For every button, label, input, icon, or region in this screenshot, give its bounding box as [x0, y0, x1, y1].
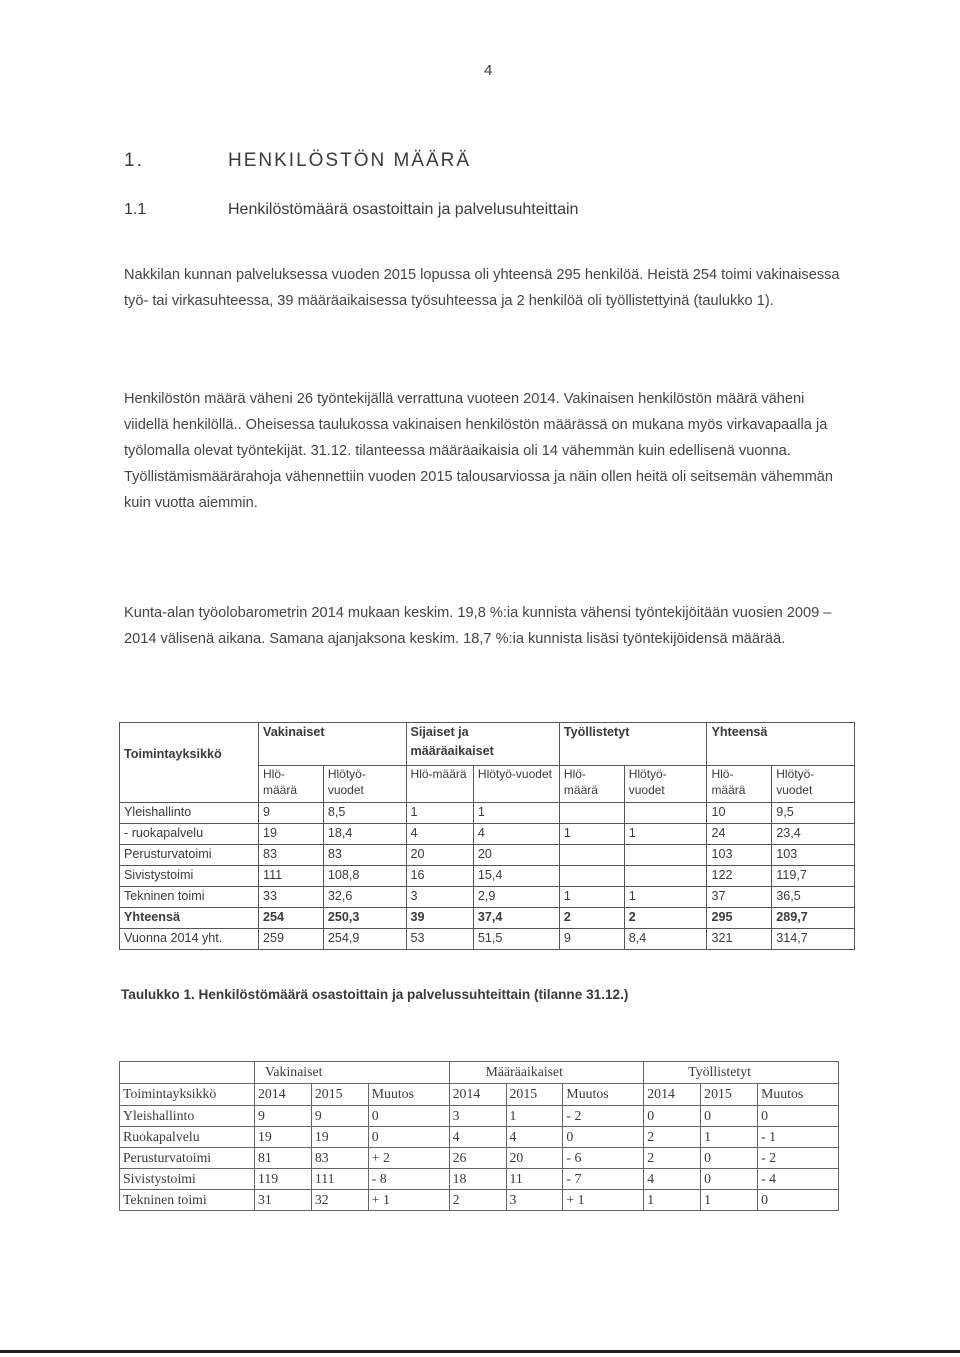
group-header: Vakinaiset — [255, 1062, 450, 1084]
table-cell: Yleishallinto — [120, 1106, 255, 1127]
table-cell: 314,7 — [772, 929, 855, 950]
table-cell: 83 — [311, 1148, 368, 1169]
table-cell: Perusturvatoimi — [120, 845, 259, 866]
table-cell: 37,4 — [473, 908, 559, 929]
table-cell: Tekninen toimi — [120, 887, 259, 908]
table-cell: 2 — [449, 1190, 506, 1211]
table-cell — [559, 866, 624, 887]
table-cell: 1 — [406, 803, 473, 824]
table-cell: 3 — [506, 1190, 563, 1211]
col-header: 2015 — [311, 1084, 368, 1106]
table-cell: 250,3 — [323, 908, 406, 929]
table-cell: 119 — [255, 1169, 312, 1190]
table-cell: Vuonna 2014 yht. — [120, 929, 259, 950]
table-cell: 37 — [707, 887, 772, 908]
group-header: Työllistetyt — [559, 723, 707, 766]
table-cell: 31 — [255, 1190, 312, 1211]
group-header: Määräaikaiset — [449, 1062, 644, 1084]
table-cell: - 6 — [563, 1148, 644, 1169]
table-cell: 9 — [559, 929, 624, 950]
col-header: Muutos — [563, 1084, 644, 1106]
table-cell: 9 — [311, 1106, 368, 1127]
table-cell: 11 — [506, 1169, 563, 1190]
subheader: Hlö-määrä — [707, 766, 772, 803]
table-cell: 26 — [449, 1148, 506, 1169]
table-cell: - 7 — [563, 1169, 644, 1190]
table-row — [120, 887, 855, 908]
table-cell: 20 — [473, 845, 559, 866]
table-cell: 0 — [368, 1127, 449, 1148]
table-cell: 2 — [624, 908, 707, 929]
table-cell: + 1 — [368, 1190, 449, 1211]
subheader: Hlötyö-vuodet — [624, 766, 707, 803]
table-cell: 0 — [758, 1190, 839, 1211]
table-cell: 119,7 — [772, 866, 855, 887]
table-cell: - 4 — [758, 1169, 839, 1190]
table-cell: 24 — [707, 824, 772, 845]
chapter-heading — [124, 150, 471, 172]
table-cell — [624, 803, 707, 824]
table-cell: + 2 — [368, 1148, 449, 1169]
table-cell: 33 — [259, 887, 324, 908]
table-cell: 1 — [701, 1127, 758, 1148]
table-cell: 0 — [701, 1106, 758, 1127]
table-cell: 15,4 — [473, 866, 559, 887]
subheader: Hlötyö-vuodet — [473, 766, 559, 803]
table-cell: 0 — [563, 1127, 644, 1148]
table-cell: 32,6 — [323, 887, 406, 908]
chapter-title: HENKILÖSTÖN MÄÄRÄ — [228, 150, 472, 171]
col-header: Muutos — [758, 1084, 839, 1106]
table-row — [120, 929, 855, 950]
table-cell: 16 — [406, 866, 473, 887]
table-cell: 8,5 — [323, 803, 406, 824]
table-cell — [559, 845, 624, 866]
table-row — [120, 1148, 839, 1169]
table-cell: 0 — [701, 1169, 758, 1190]
scan-edge-line — [0, 1350, 960, 1353]
section-number: 1.1 — [124, 201, 147, 218]
table-cell: 289,7 — [772, 908, 855, 929]
table-cell: 2,9 — [473, 887, 559, 908]
table-cell: 1 — [701, 1190, 758, 1211]
table-cell: 122 — [707, 866, 772, 887]
table-row — [120, 845, 855, 866]
table-cell: 295 — [707, 908, 772, 929]
table-cell: 321 — [707, 929, 772, 950]
unit-header: Toimintayksikkö — [120, 1084, 255, 1106]
table-cell: 1 — [559, 824, 624, 845]
table-cell: 111 — [311, 1169, 368, 1190]
table-cell: 8,4 — [624, 929, 707, 950]
table-cell: 9,5 — [772, 803, 855, 824]
table-cell: 23,4 — [772, 824, 855, 845]
col-header: 2014 — [644, 1084, 701, 1106]
table-cell: 2 — [559, 908, 624, 929]
table-cell: 1 — [644, 1190, 701, 1211]
empty-cell — [120, 1062, 255, 1084]
table-cell: Yhteensä — [120, 908, 259, 929]
staff-change-table — [119, 1061, 839, 1211]
table-row — [120, 1106, 839, 1127]
table-cell: Perusturvatoimi — [120, 1148, 255, 1169]
table-cell: 4 — [406, 824, 473, 845]
table-cell: 103 — [772, 845, 855, 866]
table-cell: 51,5 — [473, 929, 559, 950]
table-cell: 0 — [644, 1106, 701, 1127]
paragraph-2: Henkilöstön määrä väheni 26 työntekijällä verrattuna vuoteen 2014. Vakinaisen henkilöstön määrä väheni viidellä henkilöllä.. Oheisessa taulukossa vakinaisen henkilöstön määrässä on mukana myös virkavapaalla ja työlomalla olevat työntekijät. 31.12. tilanteessa määräaikaisia oli 14 vähemmän kuin edellisenä vuonna. Työllistämismäärärahoja vähennettiin vuoden 2015 talousarviossa ja näin ollen heitä oli seitsemän vähemmän kuin vuotta aiemmin. — [124, 391, 834, 511]
table-cell: 1 — [559, 887, 624, 908]
table-cell: 36,5 — [772, 887, 855, 908]
table-cell: 20 — [406, 845, 473, 866]
table-cell: 2 — [644, 1127, 701, 1148]
col-header: 2014 — [449, 1084, 506, 1106]
subheader: Hlötyö-vuodet — [772, 766, 855, 803]
table-cell: 9 — [259, 803, 324, 824]
table-cell: Yleishallinto — [120, 803, 259, 824]
table-cell — [559, 803, 624, 824]
table-cell: + 1 — [563, 1190, 644, 1211]
table-cell: 53 — [406, 929, 473, 950]
table-cell: 0 — [368, 1106, 449, 1127]
table-cell: 83 — [259, 845, 324, 866]
unit-header: Toimintayksikkö — [120, 723, 259, 803]
table-cell: 10 — [707, 803, 772, 824]
table-cell: 39 — [406, 908, 473, 929]
paragraph-3: Kunta-alan työolobarometrin 2014 mukaan keskim. 19,8 %:ia kunnista vähensi työntekijöitään vuosien 2009 – 2014 välisenä aikana. Samana ajanjaksona keskim. 18,7 %:ia kunnista lisäsi työntekijöidensä määrää. — [124, 605, 832, 647]
col-header: Muutos — [368, 1084, 449, 1106]
table-cell: 18 — [449, 1169, 506, 1190]
table-cell: Ruokapalvelu — [120, 1127, 255, 1148]
table-row — [120, 1127, 839, 1148]
table-cell: 1 — [506, 1106, 563, 1127]
table-cell: 0 — [701, 1148, 758, 1169]
table-row — [120, 866, 855, 887]
table-cell: 111 — [259, 866, 324, 887]
table-cell: 103 — [707, 845, 772, 866]
table-cell: 2 — [644, 1148, 701, 1169]
table-cell: 254 — [259, 908, 324, 929]
table-cell: 19 — [259, 824, 324, 845]
table-cell: Tekninen toimi — [120, 1190, 255, 1211]
table-cell: 19 — [311, 1127, 368, 1148]
table-cell: 81 — [255, 1148, 312, 1169]
table-cell: 20 — [506, 1148, 563, 1169]
table-cell: 3 — [449, 1106, 506, 1127]
table-cell: 4 — [449, 1127, 506, 1148]
paragraph-1: Nakkilan kunnan palveluksessa vuoden 2015 lopussa oli yhteensä 295 henkilöä. Heistä 254 toimi vakinaisessa työ- tai virkasuhteessa, 39 määräaikaisessa työsuhteessa ja 2 henkilöä oli työllistettyinä (taulukko 1). — [124, 267, 840, 309]
table-cell: - 8 — [368, 1169, 449, 1190]
table-row — [120, 824, 855, 845]
table-cell: 0 — [758, 1106, 839, 1127]
table-cell: 4 — [473, 824, 559, 845]
table-cell: 4 — [506, 1127, 563, 1148]
table-cell: 1 — [624, 824, 707, 845]
table-row — [120, 803, 855, 824]
table-row-total — [120, 908, 855, 929]
table-row — [120, 1169, 839, 1190]
table-row — [120, 1190, 839, 1211]
col-header: 2015 — [701, 1084, 758, 1106]
group-header: Työllistetyt — [644, 1062, 839, 1084]
section-heading — [124, 201, 578, 219]
page-number: 4 — [484, 62, 493, 79]
table-cell: 3 — [406, 887, 473, 908]
subheader: Hlötyö-vuodet — [323, 766, 406, 803]
table-cell: - 2 — [758, 1148, 839, 1169]
table-cell — [624, 866, 707, 887]
table-cell: 254,9 — [323, 929, 406, 950]
table-cell: 108,8 — [323, 866, 406, 887]
table-cell: 32 — [311, 1190, 368, 1211]
subheader: Hlö-määrä — [259, 766, 324, 803]
table-cell: 83 — [323, 845, 406, 866]
col-header: 2015 — [506, 1084, 563, 1106]
table-cell: 4 — [644, 1169, 701, 1190]
col-header: 2014 — [255, 1084, 312, 1106]
group-header: Vakinaiset — [259, 723, 407, 766]
staff-table-1 — [119, 722, 855, 950]
table-caption: Taulukko 1. Henkilöstömäärä osastoittain ja palvelussuhteittain (tilanne 31.12.) — [121, 987, 629, 1002]
table-cell: - 1 — [758, 1127, 839, 1148]
table-cell: - 2 — [563, 1106, 644, 1127]
subheader: Hlö-määrä — [406, 766, 473, 803]
subheader: Hlö-määrä — [559, 766, 624, 803]
chapter-number: 1. — [124, 150, 144, 171]
table-cell: 19 — [255, 1127, 312, 1148]
table-cell: 1 — [624, 887, 707, 908]
table-cell: - ruokapalvelu — [120, 824, 259, 845]
table-cell — [624, 845, 707, 866]
table-cell: 9 — [255, 1106, 312, 1127]
table-cell: 1 — [473, 803, 559, 824]
table-cell: 18,4 — [323, 824, 406, 845]
group-header: Sijaiset ja määräaikaiset — [406, 723, 559, 766]
group-header: Yhteensä — [707, 723, 855, 766]
section-title: Henkilöstömäärä osastoittain ja palvelusuhteittain — [228, 201, 579, 218]
table-cell: Sivistystoimi — [120, 1169, 255, 1190]
table-cell: 259 — [259, 929, 324, 950]
table-cell: Sivistystoimi — [120, 866, 259, 887]
